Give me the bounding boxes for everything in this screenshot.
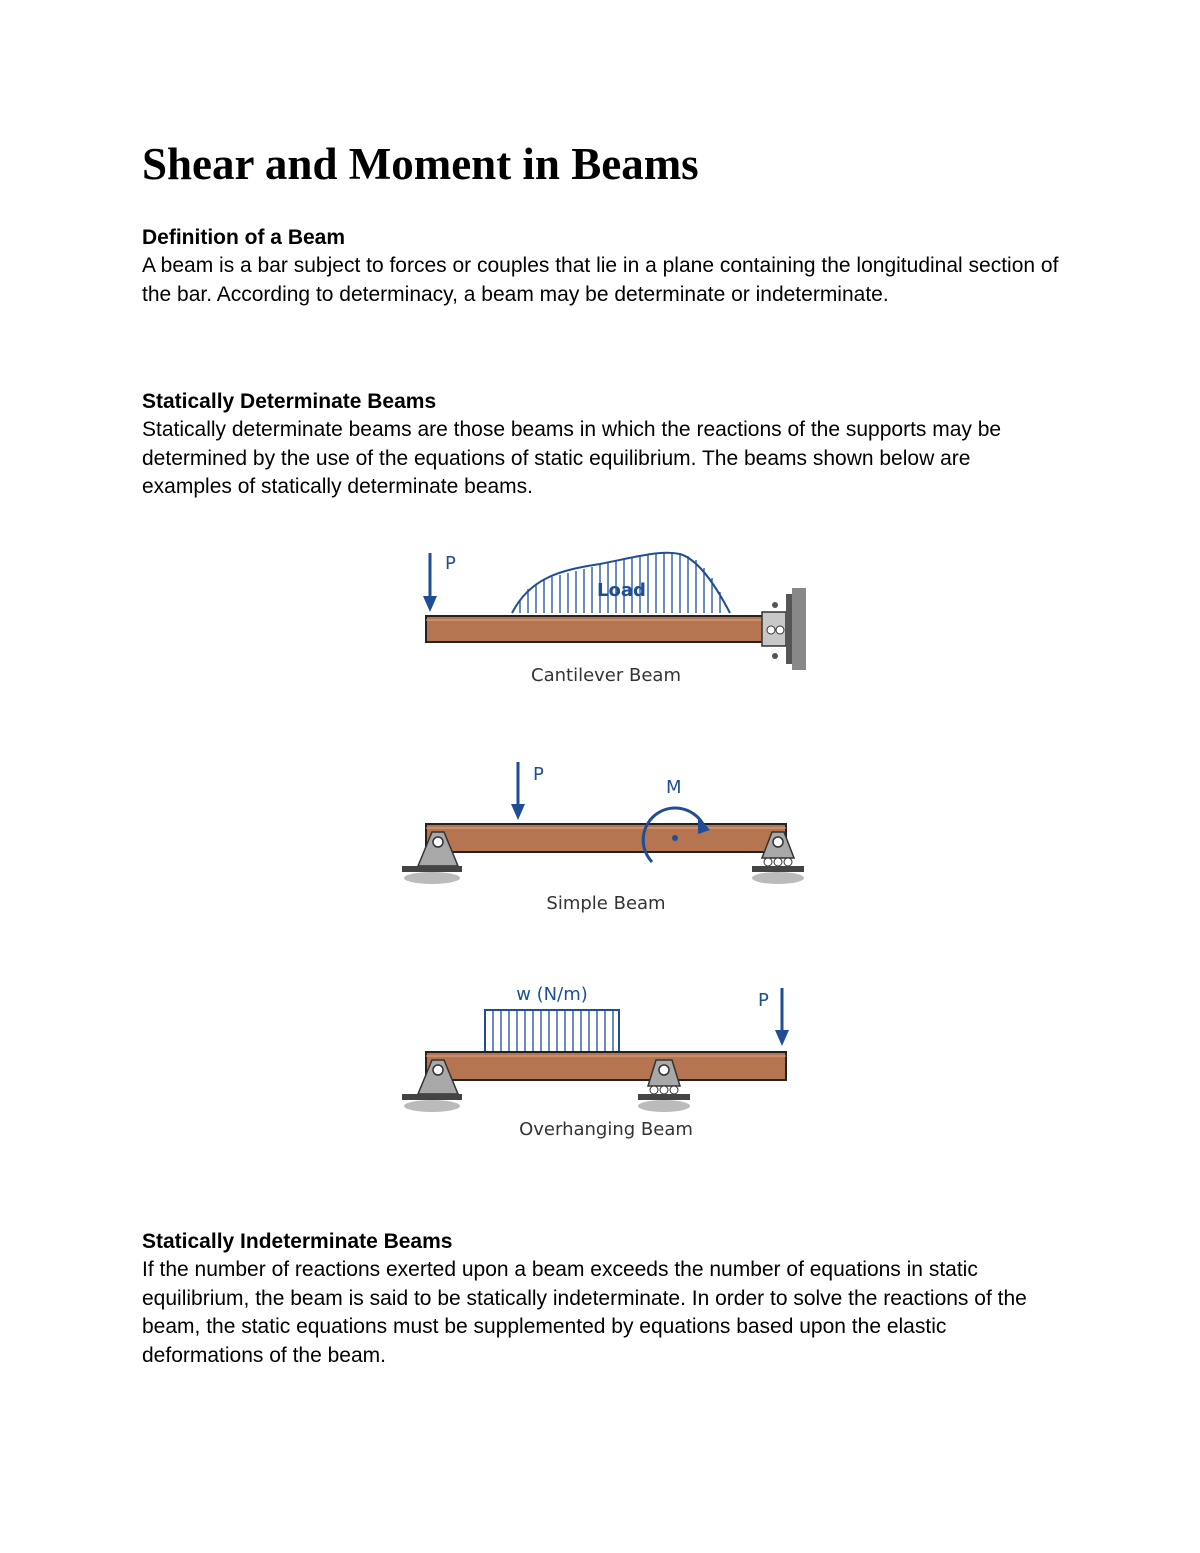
distributed-load bbox=[485, 1010, 619, 1052]
figure-caption: Cantilever Beam bbox=[531, 665, 681, 686]
distributed-load-label: w (N/m) bbox=[516, 984, 588, 1005]
fixed-support bbox=[762, 588, 806, 670]
point-load-label: P bbox=[533, 764, 544, 785]
section-heading: Definition of a Beam bbox=[142, 226, 346, 249]
moment-label: M bbox=[666, 777, 682, 798]
simple-beam-figure bbox=[402, 762, 804, 914]
section-heading: Statically Determinate Beams bbox=[142, 390, 437, 413]
distributed-load-label: Load bbox=[597, 580, 646, 601]
point-load-arrow bbox=[423, 553, 437, 612]
section-body: A beam is a bar subject to forces or couples that lie in a plane containing the longitudinal section of the bar. According to determinacy, a beam may be determinate or indeterminate. bbox=[142, 254, 1059, 306]
cantilever-beam-figure bbox=[423, 552, 806, 686]
figure-caption: Simple Beam bbox=[546, 893, 666, 914]
overhanging-beam-figure bbox=[402, 984, 789, 1140]
section-heading: Statically Indeterminate Beams bbox=[142, 1230, 453, 1253]
point-load-arrow bbox=[775, 988, 789, 1046]
point-load-arrow bbox=[511, 762, 525, 820]
section-body: Statically determinate beams are those beams in which the reactions of the supports may be determined by the use of the equations of static equilibrium. The beams shown below are examples of statically determinate beams. bbox=[142, 418, 1002, 498]
section-body: If the number of reactions exerted upon a beam exceeds the number of equations in static equilibrium, the beam is said to be statically indeterminate. In order to solve the reactions of the beam, the static equations must be supplemented by equations based upon the elastic deformations of the beam. bbox=[142, 1258, 1027, 1367]
figure-caption: Overhanging Beam bbox=[519, 1119, 693, 1140]
page-title: Shear and Moment in Beams bbox=[142, 139, 699, 189]
point-load-label: P bbox=[445, 553, 456, 574]
point-load-label: P bbox=[758, 990, 769, 1011]
section-indeterminate bbox=[142, 1228, 1062, 1370]
